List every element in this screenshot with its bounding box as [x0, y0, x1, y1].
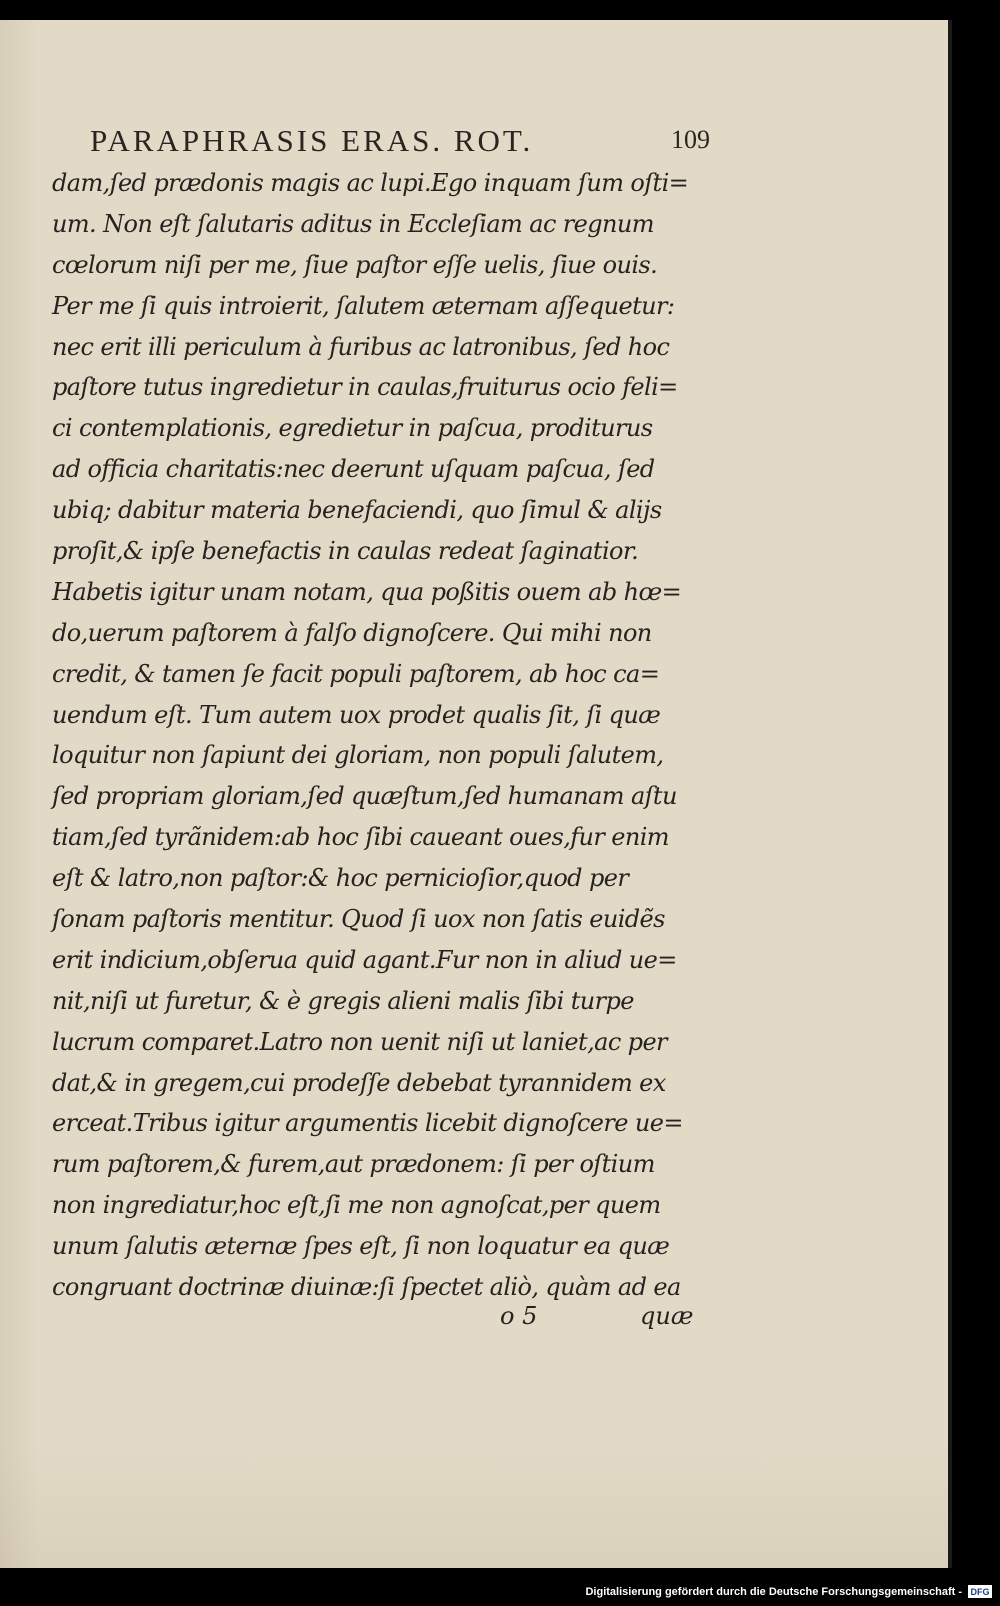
text-line: dat,& in gregem,cui prodeſſe debebat tyrannidem ex	[52, 1068, 666, 1097]
page-header	[90, 123, 710, 163]
text-line: Habetis igitur unam notam, qua poßitis ouem ab hœ=	[52, 577, 682, 606]
body-text	[52, 163, 702, 1308]
text-line: nit,niſi ut furetur, & è gregis alieni malis ſibi turpe	[52, 986, 634, 1015]
text-line: ſonam paſtoris mentitur. Quod ſi uox non ſatis euidẽs	[52, 905, 665, 934]
running-head: PARAPHRASIS ERAS. ROT.	[90, 123, 534, 158]
text-line: tiam,ſed tyrãnidem:ab hoc ſibi caueant oues,fur enim	[52, 823, 669, 852]
text-line: rum paſtorem,& furem,aut prædonem: ſi per oſtium	[52, 1150, 655, 1179]
text-line: eſt & latro,non paſtor:& hoc pernicioſior,quod per	[52, 864, 629, 893]
text-line: lucrum comparet.Latro non uenit niſi ut laniet,ac per	[52, 1027, 667, 1056]
text-line: congruant doctrinæ diuinæ:ſi ſpectet aliò, quàm ad ea	[52, 1273, 681, 1302]
signature-mark: o 5	[500, 1302, 538, 1330]
page-edge	[948, 20, 952, 1568]
text-line: cœlorum niſi per me, ſiue paſtor eſſe uelis, ſiue ouis.	[52, 250, 658, 279]
page-number: 109	[671, 125, 710, 154]
text-line: ſed propriam gloriam,ſed quæſtum,ſed humanam aſtu	[52, 782, 677, 811]
text-line: do,uerum paſtorem à falſo dignoſcere. Qui mihi non	[52, 618, 652, 647]
text-line: erit indicium,obſerua quid agant.Fur non in aliud ue=	[52, 945, 677, 974]
scan-footer	[0, 1568, 1000, 1606]
text-line: loquitur non ſapiunt dei gloriam, non populi ſalutem,	[52, 741, 664, 770]
funding-credit	[585, 1585, 992, 1598]
page-footer	[500, 1302, 700, 1342]
text-line: erceat.Tribus igitur argumentis licebit dignoſcere ue=	[52, 1109, 683, 1138]
text-line: non ingrediatur,hoc eſt,ſi me non agnoſcat,per quem	[52, 1191, 661, 1220]
text-line: proſit,& ipſe benefactis in caulas redeat ſaginatior.	[52, 537, 639, 566]
text-line: ad officia charitatis:nec deerunt uſquam paſcua, ſed	[52, 455, 655, 484]
credit-text: Digitalisierung gefördert durch die Deutsche Forschungsgemeinschaft -	[585, 1585, 962, 1598]
text-line: unum ſalutis æternæ ſpes eſt, ſi non loquatur ea quæ	[52, 1232, 670, 1261]
text-line: uendum eſt. Tum autem uox prodet qualis ſit, ſi quæ	[52, 700, 661, 729]
dfg-logo-icon: DFG	[968, 1585, 992, 1598]
text-line: Per me ſi quis introierit, ſalutem æternam aſſequetur:	[52, 291, 675, 320]
text-line: ubiq; dabitur materia benefaciendi, quo ſimul & alijs	[52, 496, 662, 525]
book-page	[0, 20, 948, 1568]
text-line: ci contemplationis, egredietur in paſcua, proditurus	[52, 414, 653, 443]
text-line: um. Non eſt ſalutaris aditus in Eccleſiam ac regnum	[52, 209, 654, 238]
text-line: paſtore tutus ingredietur in caulas,fruiturus ocio feli=	[52, 373, 678, 402]
text-line: dam,ſed prædonis magis ac lupi.Ego inquam ſum oſti=	[52, 169, 689, 197]
text-line: credit, & tamen ſe facit populi paſtorem, ab hoc ca=	[52, 659, 660, 688]
catchword: quæ	[640, 1302, 694, 1330]
text-line: nec erit illi periculum à furibus ac latronibus, ſed hoc	[52, 332, 670, 361]
